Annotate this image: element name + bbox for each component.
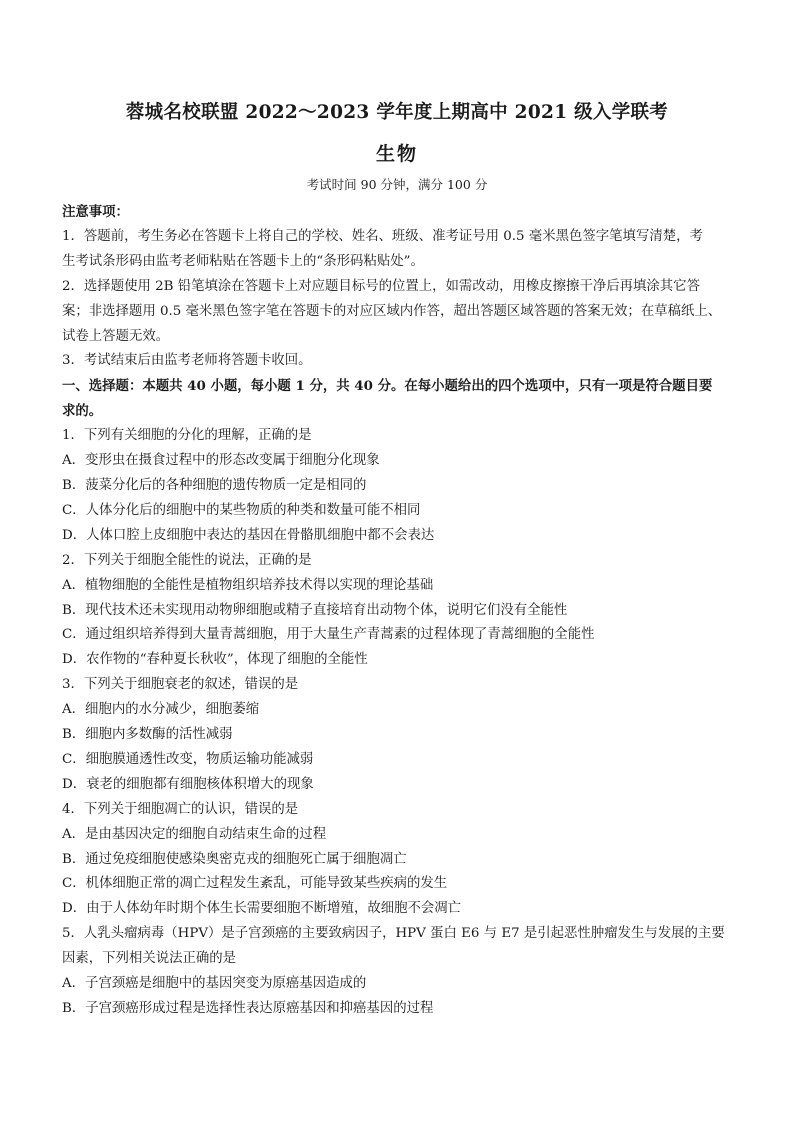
- note-line: 3．考试结束后由监考老师将答题卡收回。: [62, 353, 312, 369]
- question-option: B．通过免疫细胞使感染奥密克戎的细胞死亡属于细胞凋亡: [62, 851, 407, 867]
- subject-title: 生物: [375, 143, 418, 165]
- question-stem-cont: 因素，下列相关说法正确的是: [62, 951, 237, 967]
- question-option: A．是由基因决定的细胞自动结束生命的过程: [62, 826, 327, 842]
- question-option: A．子宫颈癌是细胞中的基因突变为原癌基因造成的: [62, 976, 367, 992]
- question-option: B．细胞内多数酶的活性减弱: [62, 727, 233, 743]
- note-line: 试卷上答题无效。: [62, 328, 170, 344]
- question-stem: 4．下列关于细胞凋亡的认识，错误的是: [62, 801, 299, 817]
- question-option: A．细胞内的水分减少，细胞萎缩: [62, 702, 260, 718]
- notes-heading: 注意事项：: [62, 204, 129, 220]
- question-stem: 3．下列关于细胞衰老的叙述，错误的是: [62, 677, 299, 693]
- exam-title: 蓉城名校联盟 2022～2023 学年度上期高中 2021 级入学联考: [125, 102, 669, 123]
- question-option: B．现代技术还未实现用动物卵细胞或精子直接培育出动物个体，说明它们没有全能性: [62, 602, 568, 618]
- question-option: C．人体分化后的细胞中的某些物质的种类和数量可能不相同: [62, 502, 421, 518]
- question-option: C．通过组织培养得到大量青蒿细胞，用于大量生产青蒿素的过程体现了青蒿细胞的全能性: [62, 627, 595, 643]
- section-heading-cont: 求的。: [62, 403, 103, 420]
- section-heading: 一、选择题：本题共 40 小题，每小题 1 分，共 40 分。在每小题给出的四个选项中，只有一项是符合题目要: [62, 378, 713, 395]
- question-option: D．由于人体幼年时期个体生长需要细胞不断增殖，故细胞不会凋亡: [62, 901, 462, 917]
- note-line: 生考试条形码由监考老师粘贴在答题卡上的“条形码粘贴处”。: [62, 253, 424, 269]
- question-stem: 2．下列关于细胞全能性的说法，正确的是: [62, 552, 312, 568]
- exam-info: 考试时间 90 分钟，满分 100 分: [306, 177, 488, 192]
- question-option: C．细胞膜通透性改变，物质运输功能减弱: [62, 751, 314, 767]
- question-option: A．变形虫在摄食过程中的形态改变属于细胞分化现象: [62, 453, 380, 469]
- question-option: D．人体口腔上皮细胞中表达的基因在骨骼肌细胞中都不会表达: [62, 527, 435, 543]
- question-stem: 5．人乳头瘤病毒（HPV）是子宫颈癌的主要致病因子，HPV 蛋白 E6 与 E7 是引起恶性肿瘤发生与发展的主要: [62, 926, 725, 942]
- question-option: A．植物细胞的全能性是植物组织培养技术得以实现的理论基础: [62, 577, 434, 593]
- question-option: B．菠菜分化后的各种细胞的遗传物质一定是相同的: [62, 477, 367, 493]
- question-option: C．机体细胞正常的凋亡过程发生紊乱，可能导致某些疾病的发生: [62, 876, 448, 892]
- question-option: D．衰老的细胞都有细胞核体积增大的现象: [62, 776, 314, 792]
- question-stem: 1．下列有关细胞的分化的理解，正确的是: [62, 428, 312, 444]
- note-line: 1．答题前，考生务必在答题卡上将自己的学校、姓名、班级、准考证号用 0.5 毫米黑色签字笔填写清楚，考: [62, 228, 703, 244]
- note-line: 2．选择题使用 2B 铅笔填涂在答题卡上对应题目标号的位置上，如需改动，用橡皮擦擦干净后再填涂其它答: [62, 278, 700, 294]
- exam-body: [62, 200, 734, 1022]
- question-option: B．子宫颈癌形成过程是选择性表达原癌基因和抑癌基因的过程: [62, 1001, 434, 1016]
- note-line: 案；非选择题用 0.5 毫米黑色签字笔在答题卡的对应区域内作答，超出答题区域答题的答案无效；在草稿纸上、: [62, 303, 722, 319]
- question-option: D．农作物的“春种夏长秋收”，体现了细胞的全能性: [62, 652, 368, 668]
